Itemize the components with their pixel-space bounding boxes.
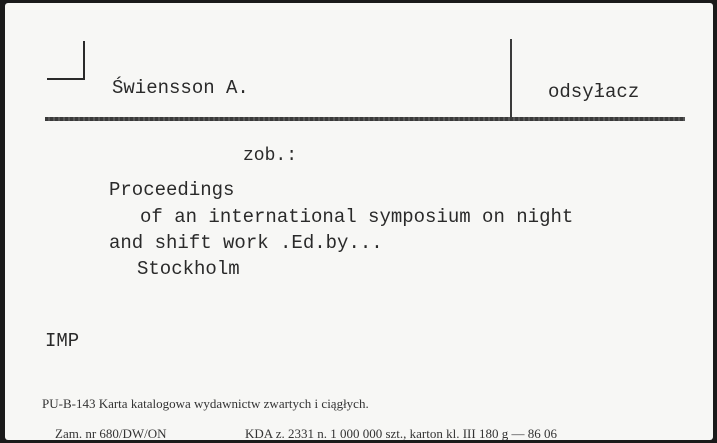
title-line-3: and shift work .Ed.by... — [109, 232, 383, 254]
footer-order-number: Zam. nr 680/DW/ON — [55, 426, 167, 440]
corner-mark-vertical — [83, 41, 85, 79]
title-line-1: Proceedings — [109, 179, 235, 201]
reference-label: odsyłacz — [548, 81, 640, 103]
author-name: Świensson A. — [112, 77, 249, 99]
corner-mark-horizontal — [47, 78, 85, 80]
catalog-code: IMP — [45, 330, 80, 352]
footer-line-2 — [42, 410, 557, 440]
footer-print-info: KDA z. 2331 n. 1 000 000 szt., karton kl. III 180 g — 86 06 — [245, 426, 557, 440]
footer-line-1: PU-B-143 Karta katalogowa wydawnictw zwartych i ciągłych. — [42, 396, 369, 411]
see-label: zob.: — [243, 146, 298, 166]
catalog-card — [5, 3, 713, 440]
place-line: Stockholm — [137, 258, 240, 280]
header-rule — [45, 117, 685, 121]
header-divider — [510, 39, 512, 119]
title-line-2: of an international symposium on night — [140, 206, 574, 228]
